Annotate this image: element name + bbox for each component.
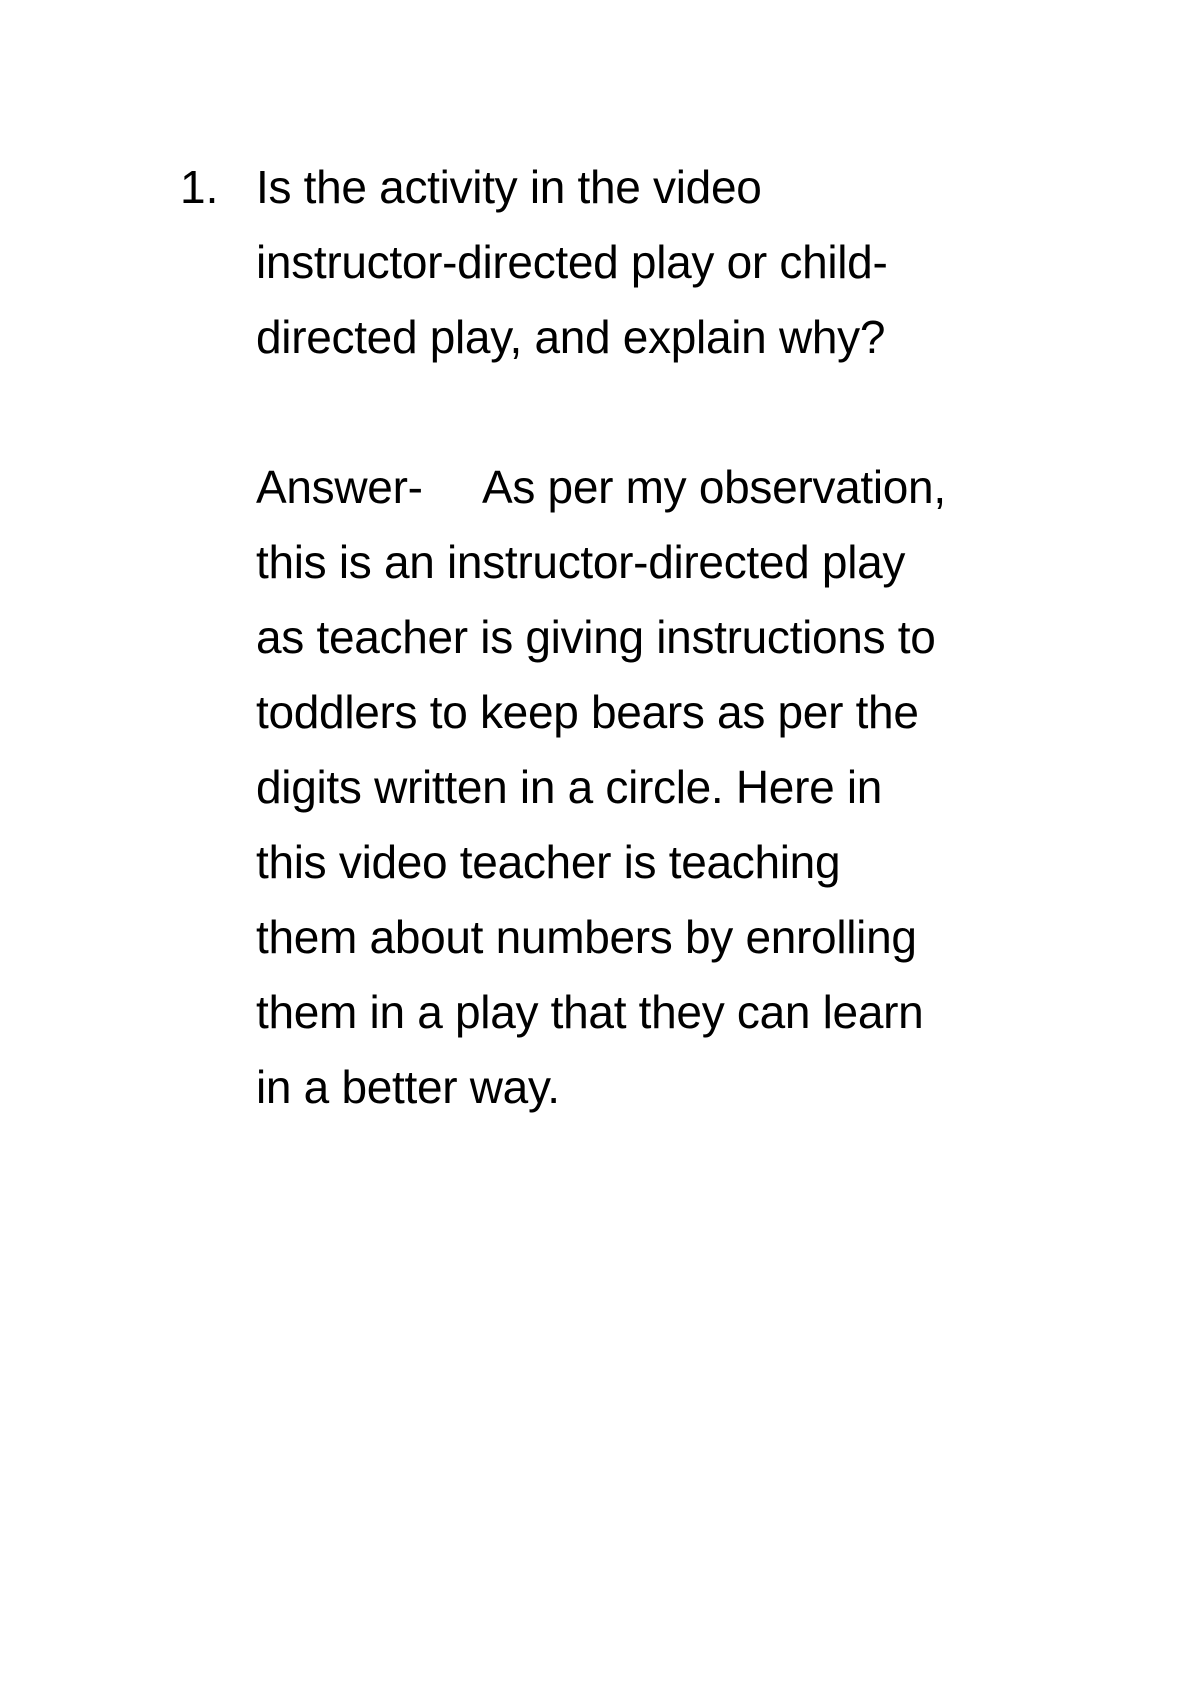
answer-label: Answer- xyxy=(256,461,423,513)
answer-line: toddlers to keep bears as per the xyxy=(256,686,919,738)
answer-block xyxy=(256,450,1056,1125)
question-line: directed play, and explain why? xyxy=(256,311,886,363)
question-body xyxy=(256,150,1056,1125)
answer-line: this video teacher is teaching xyxy=(256,836,841,888)
answer-line: them about numbers by enrolling xyxy=(256,911,917,963)
answer-line: digits written in a circle. Here in xyxy=(256,761,883,813)
answer-line: them in a play that they can learn xyxy=(256,986,924,1038)
question-line: Is the activity in the video xyxy=(256,161,762,213)
question-number: 1. xyxy=(180,161,219,213)
answer-line: as teacher is giving instructions to xyxy=(256,611,936,663)
answer-first-line xyxy=(256,450,1056,525)
answer-line: in a better way. xyxy=(256,1061,560,1113)
answer-line: this is an instructor-directed play xyxy=(256,536,906,588)
question-line: instructor-directed play or child- xyxy=(256,236,888,288)
answer-line: As per my observation, xyxy=(482,461,946,513)
